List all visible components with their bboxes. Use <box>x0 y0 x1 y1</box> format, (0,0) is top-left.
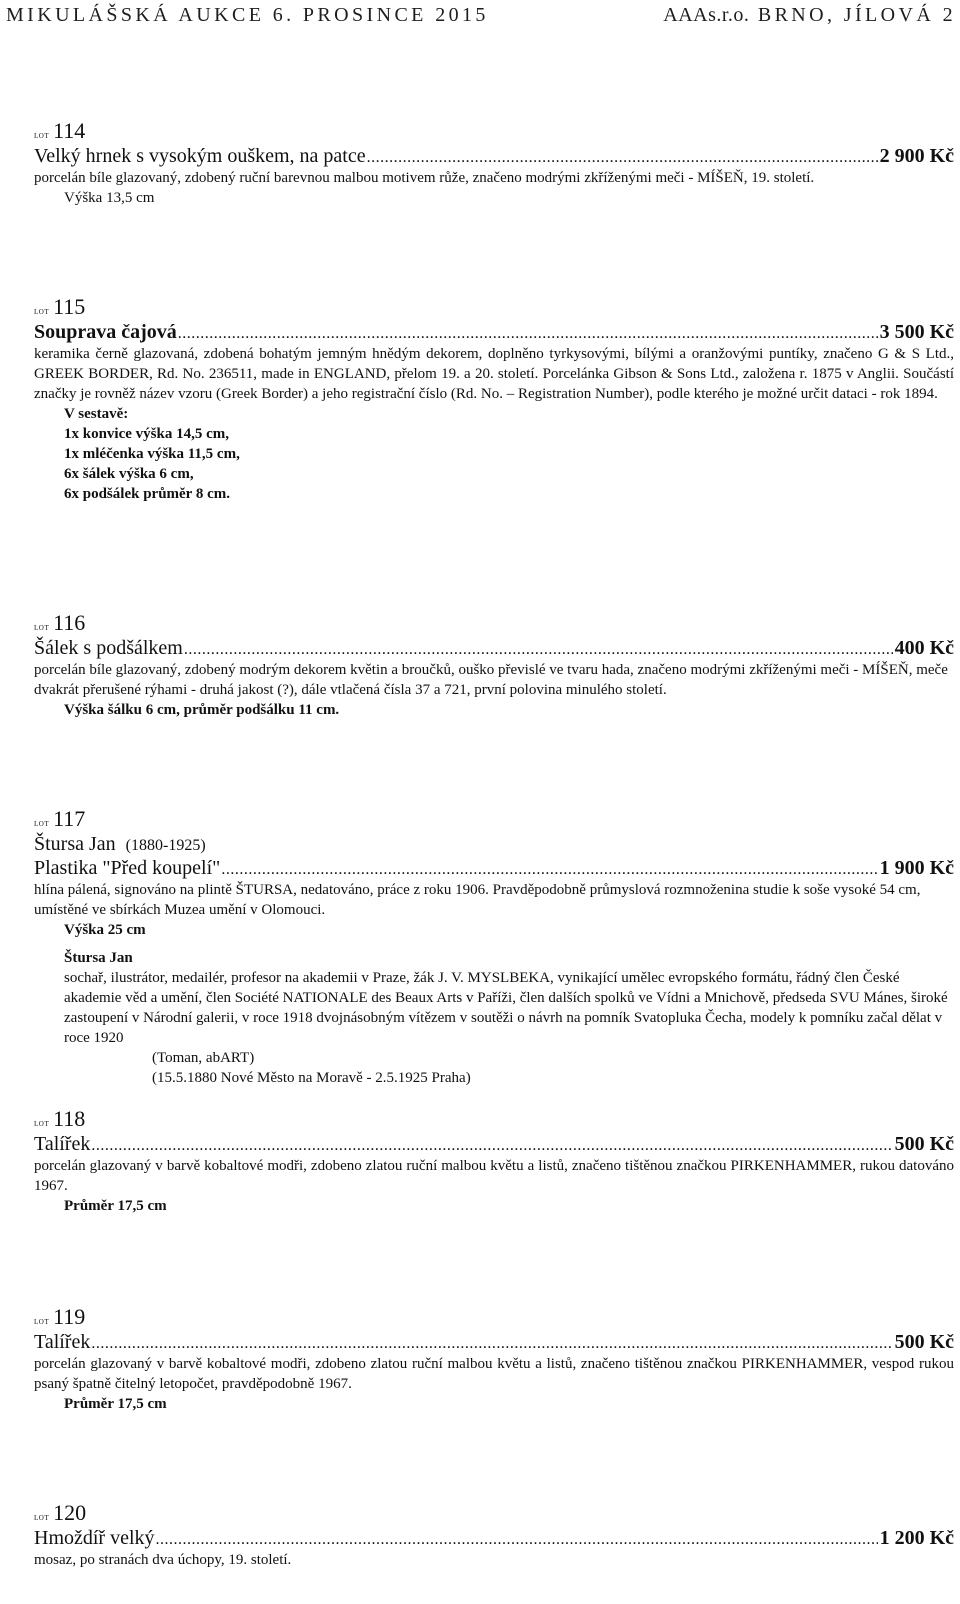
lot-number: 118 <box>53 1106 86 1131</box>
lot-description: porcelán glazovaný v barvě kobaltové modři, zdobeno zlatou ruční malbou květu a listů, značeno tištěnou značkou PIRKENHAMMER, rukou datováno 1967. <box>34 1158 954 1194</box>
lot-price: 3 500 Kč <box>879 321 954 343</box>
lot-number: 117 <box>53 806 86 831</box>
artist-years: (1880-1925) <box>125 837 206 854</box>
auction-title: MIKULÁŠSKÁ AUKCE 6. PROSINCE 2015 <box>6 4 489 26</box>
lot-price: 500 Kč <box>894 1133 954 1155</box>
lot-number: 115 <box>53 294 86 319</box>
lot-title-row <box>34 1526 954 1550</box>
lot-description: porcelán bíle glazovaný, zdobený ruční barevnou malbou motivem růže, značeno modrými zkříženými meči - MÍŠEŇ, 19. století. <box>34 170 815 186</box>
company-address <box>663 4 956 27</box>
lot-118 <box>34 1106 954 1216</box>
lot-number-row <box>34 1106 954 1132</box>
set-item: 1x konvice výška 14,5 cm, <box>64 426 229 442</box>
lot-title: Souprava čajová <box>34 321 177 343</box>
lot-title-row <box>34 320 954 344</box>
set-item: 6x podšálek průměr 8 cm. <box>64 486 230 502</box>
lot-dimension: Průměr 17,5 cm <box>64 1396 167 1412</box>
lot-116 <box>34 610 954 720</box>
leader-dots <box>178 322 878 346</box>
bio-source: (Toman, abART) <box>152 1050 255 1066</box>
lot-price: 400 Kč <box>894 637 954 659</box>
leader-dots <box>367 146 878 170</box>
lot-dimension: Výška 25 cm <box>64 922 146 938</box>
lot-title: Talířek <box>34 1331 91 1353</box>
lot-description: keramika černě glazovaná, zdobená bohatým jemným hnědým dekorem, doplněno tyrkysovými, bílými a oranžovými puntíky, značeno G & S Ltd., GREEK BORDER, Rd. No. 236511, made in ENGLAND, přelom 19. a 20. století. Porcelánka Gibson & Sons Ltd., založena r. 1875 v Anglii. Součástí značky je rovněž název vzoru (Greek Border) a jeho registrační číslo (Rd. No. – Registration Number), podle kterého je možné určit dataci - rok 1894. <box>34 346 954 402</box>
lot-number: 119 <box>53 1304 86 1329</box>
leader-dots <box>184 638 893 662</box>
bio-name: Štursa Jan <box>64 950 133 966</box>
lot-description: porcelán glazovaný v barvě kobaltové modři, zdobeno zlatou ruční malbou květu a listů, značeno tištěnou značkou PIRKENHAMMER, vespod rukou psaný špatně čitelný letopočet, pravděpodobně 1967. <box>34 1356 954 1392</box>
lot-119 <box>34 1304 954 1414</box>
lot-117 <box>34 806 954 1088</box>
lot-number: 114 <box>53 118 86 143</box>
artist-name: Štursa Jan <box>34 833 116 855</box>
lot-dimension: Výška 13,5 cm <box>64 190 155 206</box>
leader-dots <box>91 1134 892 1158</box>
bio-dates: (15.5.1880 Nové Město na Moravě - 2.5.1925 Praha) <box>152 1070 471 1086</box>
lot-price: 1 200 Kč <box>879 1527 954 1549</box>
lot-description: hlína pálená, signováno na plintě ŠTURSA, nedatováno, práce z roku 1906. Pravděpodobně průmyslová rozmnoženina studie k soše vysoké 54 cm, umístěné ve sbírkách Muzea umění v Olomouci. <box>34 882 921 918</box>
lot-title: Šálek s podšálkem <box>34 637 183 659</box>
lot-title-row <box>34 636 954 660</box>
lot-title: Talířek <box>34 1133 91 1155</box>
lot-label: LOT <box>34 308 50 316</box>
lot-title: Hmoždíř velký <box>34 1527 155 1549</box>
lot-title-row <box>34 1132 954 1156</box>
set-item: 6x šálek výška 6 cm, <box>64 466 194 482</box>
lot-label: LOT <box>34 624 50 632</box>
page-header <box>6 4 956 34</box>
bio-text: sochař, ilustrátor, medailér, profesor na akademii v Praze, žák J. V. MYSLBEKA, vynikající umělec evropského formátu, řádný člen České akademie věd a umění, člen Société NATIONALE des Beaux Arts v Paříži, člen dalších spolků ve Vídni a Mnichově, předseda SVU Mánes, široké zastoupení v Národní galerii, v roce 1918 dvojnásobným vítězem v soutěži o návrh na pomník Svatopluka Čecha, modely k pomníku začal dělat v roce 1920 <box>64 970 948 1046</box>
lot-number-row <box>34 294 954 320</box>
lot-number-row <box>34 1500 954 1526</box>
lot-price: 500 Kč <box>894 1331 954 1353</box>
lot-price: 1 900 Kč <box>879 857 954 879</box>
artist-row <box>34 832 954 856</box>
lot-120 <box>34 1500 954 1570</box>
lot-label: LOT <box>34 1120 50 1128</box>
lot-114 <box>34 118 954 208</box>
lot-number-row <box>34 806 954 832</box>
leader-dots <box>156 1528 878 1552</box>
lot-number-row <box>34 118 954 144</box>
lot-price: 2 900 Kč <box>879 145 954 167</box>
leader-dots <box>91 1332 892 1356</box>
lot-description: porcelán bíle glazovaný, zdobený modrým dekorem květin a broučků, ouško převislé ve tvaru hada, značeno modrými zkříženými meči - MÍŠEŇ, meče dvakrát přerušené rýhami - druhá jakost (?), dále vtlačená čísla 37 a 721, první polovina minulého století. <box>34 662 948 698</box>
lot-number: 116 <box>53 610 86 635</box>
set-label: V sestavě: <box>64 406 129 422</box>
company-city: BRNO, JÍLOVÁ 2 <box>757 4 956 26</box>
lot-number-row <box>34 610 954 636</box>
lot-dimension: Výška šálku 6 cm, průměr podšálku 11 cm. <box>64 702 340 718</box>
lot-label: LOT <box>34 1318 50 1326</box>
leader-dots <box>221 858 877 882</box>
lot-title-row <box>34 1330 954 1354</box>
company-name: AAAs.r.o. <box>663 4 750 26</box>
lot-title: Velký hrnek s vysokým ouškem, na patce <box>34 145 366 167</box>
lot-title-row <box>34 144 954 168</box>
lot-115 <box>34 294 954 504</box>
lot-dimension: Průměr 17,5 cm <box>64 1198 167 1214</box>
lot-number-row <box>34 1304 954 1330</box>
lot-description: mosaz, po stranách dva úchopy, 19. století. <box>34 1552 292 1568</box>
lot-label: LOT <box>34 1514 50 1522</box>
lot-title-row <box>34 856 954 880</box>
lot-number: 120 <box>53 1500 87 1525</box>
lot-title: Plastika "Před koupelí" <box>34 857 221 879</box>
set-item: 1x mléčenka výška 11,5 cm, <box>64 446 240 462</box>
lot-label: LOT <box>34 132 50 140</box>
lot-label: LOT <box>34 820 50 828</box>
